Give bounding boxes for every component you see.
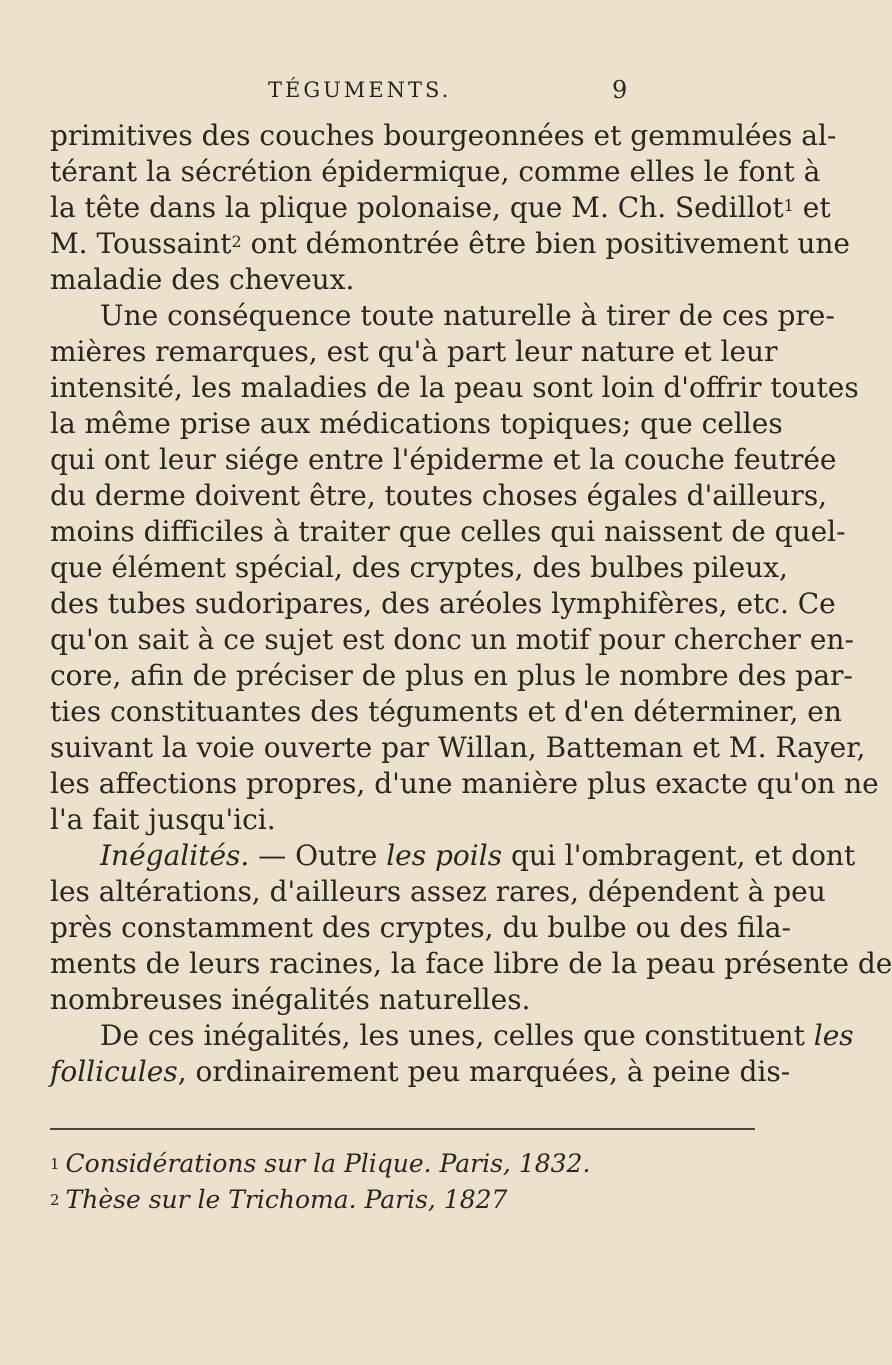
footnote-number: 1: [50, 1155, 60, 1173]
text-line: ties constituantes des téguments et d'en déterminer, en: [50, 695, 842, 728]
footnote-divider: [50, 1128, 755, 1130]
footnote-number: 2: [50, 1191, 60, 1209]
text-line: M. Toussaint$^2$ ont démontrée être bien positivement une: [50, 227, 850, 260]
text-line: la même prise aux médications topiques; que celles: [50, 407, 783, 440]
text-line: ments de leurs racines, la face libre de la peau présente de: [50, 947, 892, 980]
footnote-text: Considérations sur la Plique. Paris, 1832.: [65, 1149, 591, 1178]
text-line: mières remarques, est qu'à part leur nature et leur: [50, 335, 778, 368]
text-line: des tubes sudoripares, des aréoles lymphifères, etc. Ce: [50, 587, 836, 620]
text-line: Une conséquence toute naturelle à tirer de ces pre-: [100, 299, 835, 332]
text-line: nombreuses inégalités naturelles.: [50, 983, 531, 1016]
text-line: du derme doivent être, toutes choses égales d'ailleurs,: [50, 479, 828, 512]
text-line: les affections propres, d'une manière plus exacte qu'on ne: [50, 767, 879, 800]
text-line: moins difficiles à traiter que celles qui naissent de quel-: [50, 515, 846, 548]
text-line: térant la sécrétion épidermique, comme elles le font à: [50, 155, 821, 188]
text-line: primitives des couches bourgeonnées et gemmulées al-: [50, 119, 837, 152]
running-title: TÉGUMENTS.: [268, 78, 452, 102]
footnote: [50, 1148, 755, 1180]
text-line: follicules, ordinairement peu marquées, à peine dis-: [50, 1055, 791, 1088]
text-line: près constamment des cryptes, du bulbe ou des fila-: [50, 911, 791, 944]
text-line: que élément spécial, des cryptes, des bulbes pileux,: [50, 551, 788, 584]
footnote-text: Thèse sur le Trichoma. Paris, 1827: [65, 1185, 508, 1214]
text-line: la tête dans la plique polonaise, que M. Ch. Sedillot$^1$ et: [50, 191, 831, 224]
page-number: 9: [612, 76, 628, 104]
footnote-ref: 2: [231, 232, 242, 251]
text-line: De ces inégalités, les unes, celles que constituent les: [100, 1019, 854, 1052]
text-line: suivant la voie ouverte par Willan, Batteman et M. Rayer,: [50, 731, 866, 764]
footnote: [50, 1184, 755, 1216]
running-head: [0, 78, 800, 108]
text-line: core, afin de préciser de plus en plus le nombre des par-: [50, 659, 853, 692]
text-line: Inégalités. — Outre les poils qui l'ombragent, et dont: [100, 839, 856, 872]
text-line: intensité, les maladies de la peau sont loin d'offrir toutes: [50, 371, 859, 404]
footnote-ref: 1: [783, 196, 794, 215]
text-line: maladie des cheveux.: [50, 263, 355, 296]
text-line: l'a fait jusqu'ici.: [50, 803, 276, 836]
text-line: qui ont leur siége entre l'épiderme et la couche feutrée: [50, 443, 837, 476]
text-line: les altérations, d'ailleurs assez rares, dépendent à peu: [50, 875, 826, 908]
text-line: qu'on sait à ce sujet est donc un motif pour chercher en-: [50, 623, 854, 656]
